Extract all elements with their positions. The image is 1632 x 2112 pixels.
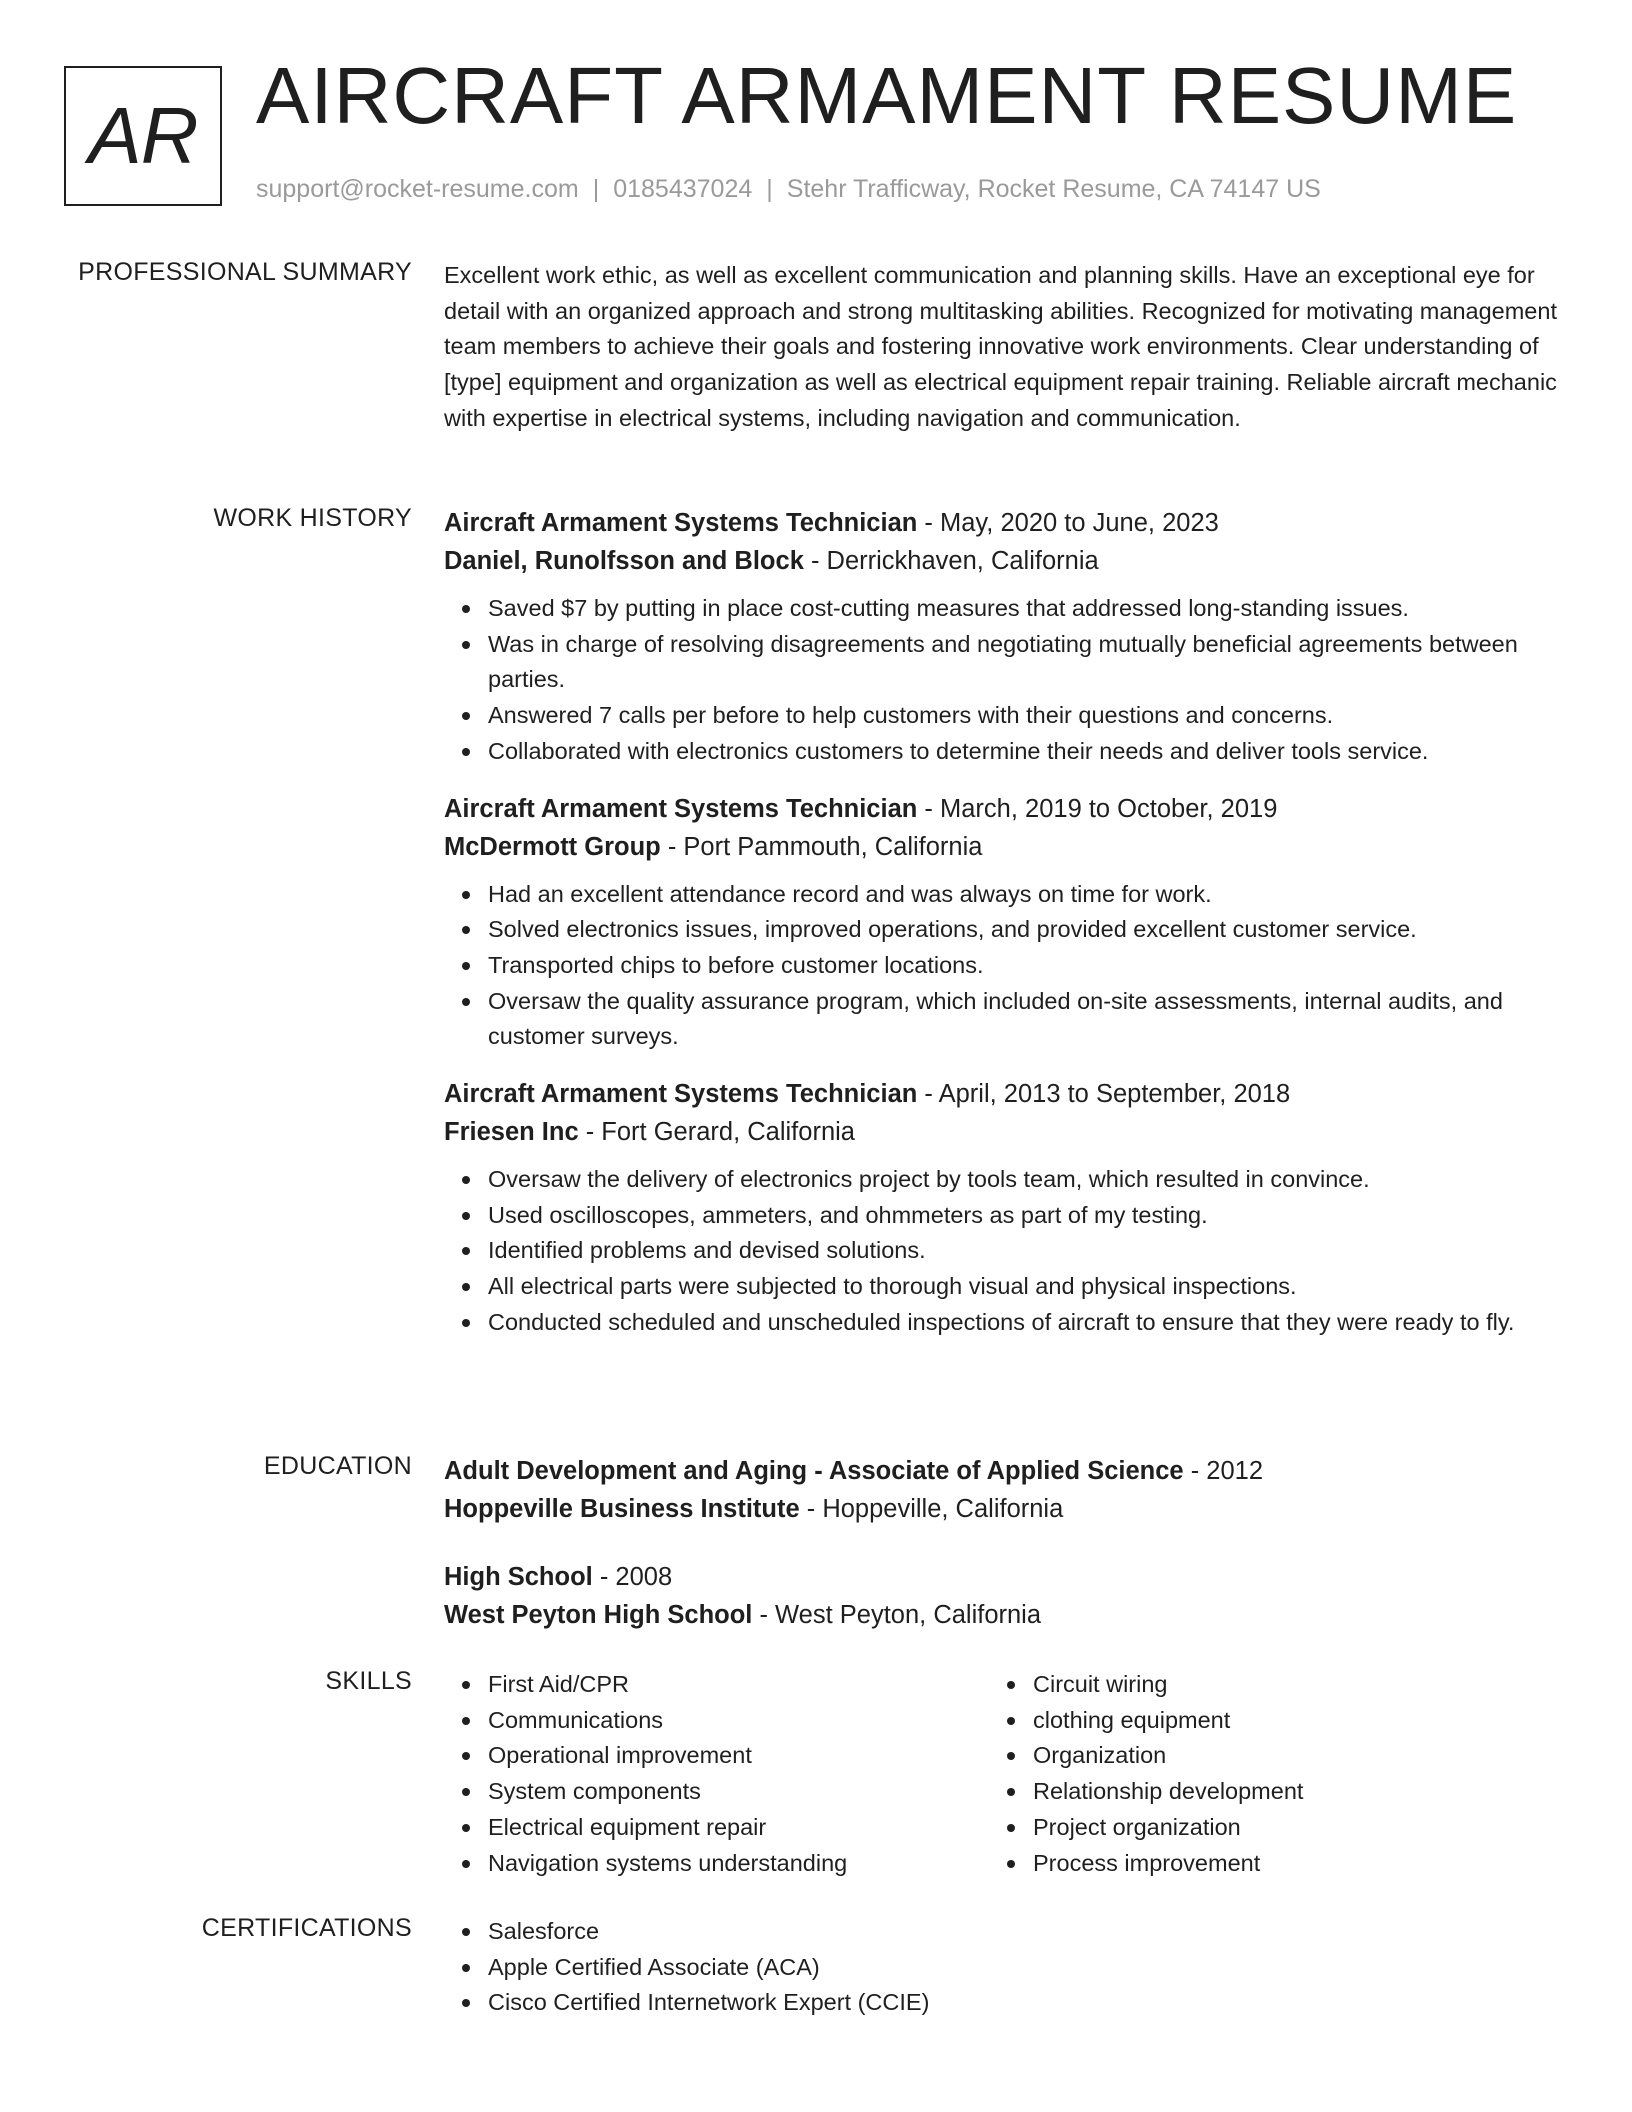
list-item <box>488 1810 989 1846</box>
section-label-skills: SKILLS <box>325 1667 412 1695</box>
education-year: - 2008 <box>592 1563 673 1591</box>
list-item <box>488 1269 1564 1305</box>
bullet-dot <box>462 1247 470 1255</box>
list-item <box>1033 1846 1534 1882</box>
list-item-text: Apple Certified Associate (ACA) <box>488 1953 820 1980</box>
list-item <box>1033 1774 1534 1810</box>
job-bullets <box>444 1162 1564 1341</box>
bullet-dot <box>462 1681 470 1689</box>
list-item <box>488 1774 989 1810</box>
bullet-dot <box>462 1964 470 1972</box>
contact-phone: 0185437024 <box>613 175 753 203</box>
skills-column-right <box>989 1667 1534 1881</box>
list-item-text: System components <box>488 1778 701 1805</box>
list-item <box>488 877 1564 913</box>
bullet-dot <box>462 1824 470 1832</box>
list-item-text: Oversaw the delivery of electronics project by tools team, which resulted in convince. <box>488 1166 1370 1193</box>
list-item <box>488 698 1564 734</box>
list-item-text: Salesforce <box>488 1918 600 1944</box>
list-item <box>1033 1738 1534 1774</box>
bullet-dot <box>462 962 470 970</box>
bullet-dot <box>1007 1860 1015 1868</box>
bullet-dot <box>462 1319 470 1327</box>
list-item-text: Oversaw the quality assurance program, which included on-site assessments, internal audits, and customer surveys. <box>488 987 1503 1050</box>
bullet-dot <box>462 1788 470 1796</box>
list-item-text: Circuit wiring <box>1033 1671 1168 1697</box>
education-location: - Hoppeville, California <box>799 1495 1064 1523</box>
education-school: Hoppeville Business Institute <box>444 1495 800 1523</box>
education-entry <box>444 1558 1564 1634</box>
list-item-text: Solved electronics issues, improved operations, and provided excellent customer service. <box>488 916 1417 943</box>
contact-separator: | <box>592 175 600 203</box>
bullet-dot <box>462 1212 470 1220</box>
list-item-text: Organization <box>1033 1742 1167 1769</box>
job-dates: - May, 2020 to June, 2023 <box>917 509 1219 537</box>
job-dates: - March, 2019 to October, 2019 <box>917 794 1278 823</box>
list-item-text: Had an excellent attendance record and was always on time for work. <box>488 880 1212 907</box>
job-title: Aircraft Armament Systems Technician <box>444 794 918 823</box>
list-item <box>488 1950 1564 1986</box>
summary-text: Excellent work ethic, as well as excellent communication and planning skills. Have an exceptional eye for detail with an organized approach and strong multitasking abilities. Recognized for motivating management team members to achieve their goals and fostering innovative work environments. Clear understanding of [type] equipment and organization as well as electrical equipment repair training. Reliable aircraft mechanic with expertise in electrical systems, including navigation and communication. <box>444 262 1557 431</box>
certifications-body <box>444 1914 1564 2021</box>
bullet-dot <box>462 998 470 1006</box>
education-year: - 2012 <box>1183 1457 1263 1485</box>
education-location: - West Peyton, California <box>752 1601 1042 1629</box>
bullet-dot <box>1007 1717 1015 1725</box>
list-item <box>1033 1667 1534 1703</box>
contact-email: support@rocket-resume.com <box>256 175 579 203</box>
job-company: Friesen Inc <box>444 1118 579 1147</box>
skills-columns <box>444 1667 1564 1881</box>
list-item <box>488 984 1564 1055</box>
education-body <box>444 1452 1564 1664</box>
list-item <box>488 627 1564 698</box>
list-item-text: Saved $7 by putting in place cost-cutting measures that addressed long-standing issues. <box>488 595 1409 621</box>
list-item-text: Collaborated with electronics customers to determine their needs and deliver tools service. <box>488 737 1429 764</box>
bullet-dot <box>462 712 470 720</box>
skills-list-left <box>444 1667 989 1881</box>
job-company: Daniel, Runolfsson and Block <box>444 547 804 575</box>
list-item-text: Navigation systems understanding <box>488 1849 848 1876</box>
list-item-text: Electrical equipment repair <box>488 1813 767 1840</box>
education-school-line <box>444 1596 1564 1634</box>
list-item-text: Communications <box>488 1706 664 1733</box>
bullet-dot <box>462 926 470 934</box>
contact-line <box>256 175 1321 204</box>
job-entry <box>444 1075 1564 1341</box>
list-item-text: Process improvement <box>1033 1849 1261 1876</box>
list-item-text: All electrical parts were subjected to thorough visual and physical inspections. <box>488 1273 1297 1300</box>
list-item-text: Identified problems and devised solutions. <box>488 1237 926 1264</box>
bullet-dot <box>462 1999 470 2007</box>
job-entry <box>444 504 1564 770</box>
list-item <box>488 1738 989 1774</box>
list-item-text: Conducted scheduled and unscheduled inspections of aircraft to ensure that they were ready to fly. <box>488 1308 1515 1335</box>
list-item-text: Cisco Certified Internetwork Expert (CCIE) <box>488 1989 930 2016</box>
bullet-dot <box>1007 1788 1015 1796</box>
bullet-dot <box>462 605 470 613</box>
bullet-dot <box>462 1752 470 1760</box>
bullet-dot <box>1007 1681 1015 1689</box>
education-degree: High School <box>444 1563 593 1591</box>
job-bullets <box>444 591 1564 770</box>
bullet-dot <box>462 1928 470 1936</box>
education-list <box>444 1452 1564 1634</box>
job-company-line <box>444 1113 1564 1151</box>
job-bullets <box>444 877 1564 1056</box>
summary-body <box>444 258 1564 437</box>
education-entry <box>444 1452 1564 1528</box>
list-item-text: Answered 7 calls per before to help customers with their questions and concerns. <box>488 702 1334 729</box>
bullet-dot <box>462 748 470 756</box>
job-entry <box>444 790 1564 1056</box>
list-item <box>1033 1703 1534 1739</box>
job-title-line <box>444 504 1564 542</box>
list-item <box>488 1985 1564 2021</box>
job-title: Aircraft Armament Systems Technician <box>444 509 918 537</box>
job-location: - Fort Gerard, California <box>578 1118 855 1147</box>
list-item <box>488 591 1564 627</box>
list-item-text: Project organization <box>1033 1813 1241 1840</box>
list-item-text: Operational improvement <box>488 1742 752 1769</box>
job-company: McDermott Group <box>444 832 661 861</box>
bullet-dot <box>462 891 470 899</box>
skills-column-left <box>444 1667 989 1881</box>
list-item <box>488 1198 1564 1234</box>
education-school: West Peyton High School <box>444 1601 753 1629</box>
work-history-body <box>444 504 1564 1361</box>
list-item <box>488 1305 1564 1341</box>
job-location: - Derrickhaven, California <box>803 547 1099 575</box>
list-item <box>488 734 1564 770</box>
list-item <box>488 912 1564 948</box>
certifications-list <box>444 1914 1564 2021</box>
job-title: Aircraft Armament Systems Technician <box>444 1080 918 1109</box>
bullet-dot <box>462 1176 470 1184</box>
education-school-line <box>444 1490 1564 1528</box>
section-label-summary: PROFESSIONAL SUMMARY <box>78 258 412 286</box>
bullet-dot <box>462 1283 470 1291</box>
bullet-dot <box>1007 1824 1015 1832</box>
bullet-dot <box>1007 1752 1015 1760</box>
list-item-text: Used oscilloscopes, ammeters, and ohmmeters as part of my testing. <box>488 1201 1208 1228</box>
resume-title: AIRCRAFT ARMAMENT RESUME <box>256 51 1518 140</box>
contact-address: Stehr Trafficway, Rocket Resume, CA 74147 US <box>786 175 1321 203</box>
monogram-logo: AR <box>64 66 222 206</box>
list-item <box>488 1703 989 1739</box>
job-title-line <box>444 790 1564 828</box>
list-item <box>488 948 1564 984</box>
education-degree: Adult Development and Aging - Associate of Applied Science <box>444 1457 1184 1485</box>
contact-separator: | <box>766 175 773 203</box>
list-item <box>488 1233 1564 1269</box>
skills-list-right <box>989 1667 1534 1881</box>
list-item-text: Relationship development <box>1033 1778 1304 1805</box>
list-item-text: First Aid/CPR <box>488 1671 630 1697</box>
list-item <box>488 1162 1564 1198</box>
section-label-education: EDUCATION <box>263 1452 412 1480</box>
list-item <box>488 1667 989 1703</box>
job-dates: - April, 2013 to September, 2018 <box>917 1080 1291 1109</box>
jobs-list <box>444 504 1564 1341</box>
list-item <box>488 1914 1564 1950</box>
job-company-line <box>444 542 1564 580</box>
bullet-dot <box>462 1717 470 1725</box>
section-label-certifications: CERTIFICATIONS <box>201 1914 412 1942</box>
bullet-dot <box>462 641 470 649</box>
section-label-work-history: WORK HISTORY <box>213 504 412 532</box>
job-location: - Port Pammouth, California <box>660 832 983 861</box>
skills-body <box>444 1667 1564 1881</box>
list-item-text: Transported chips to before customer locations. <box>488 951 984 978</box>
list-item <box>1033 1810 1534 1846</box>
bullet-dot <box>462 1860 470 1868</box>
list-item <box>488 1846 989 1882</box>
list-item-text: clothing equipment <box>1033 1706 1231 1733</box>
job-company-line <box>444 828 1564 866</box>
job-title-line <box>444 1075 1564 1113</box>
education-degree-line <box>444 1558 1564 1596</box>
list-item-text: Was in charge of resolving disagreements and negotiating mutually beneficial agreements between parties. <box>488 630 1518 693</box>
education-degree-line <box>444 1452 1564 1490</box>
